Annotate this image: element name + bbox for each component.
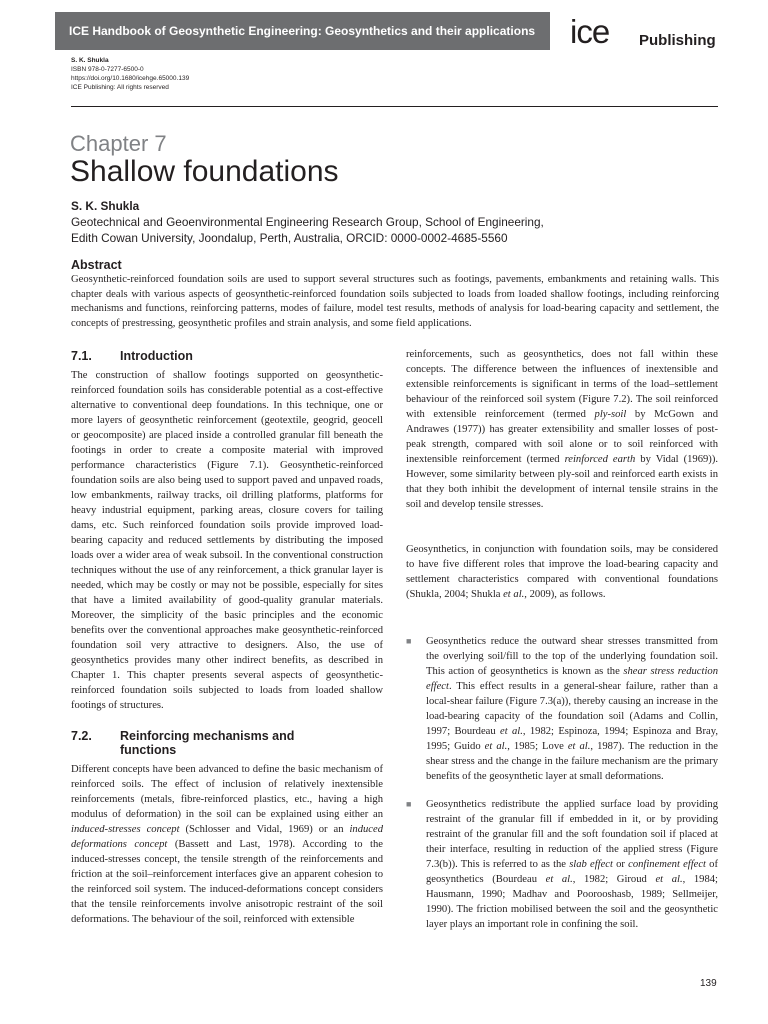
text-run: , 1982; Espinoza, 1994; Espinoza and Bray, 1995; Guido — [426, 726, 718, 752]
bullet-square-icon: ■ — [406, 636, 412, 646]
introduction-paragraph: The construction of shallow footings supported on geosynthetic-reinforced foundation soils has considerable potential as a cost-effective alternative to conventional deep foundations. In this technique, one or more layers of geosynthetic reinforcement (geotextile, geogrid, geocell or geocomposite) are placed inside a controlled granular fill beneath the footings in order to create a composite material with improved performance characteristics (Figure 7.1). Geosynthetic-reinforced foundation soils are also being used to support paved and unpaved roads, low embankments, railway tracks, oil drilling platforms, platforms for heavy industrial equipment, parking areas, closure covers for tailing dams, etc. Such reinforced foundation soils provide improved load-bearing capacity and reduced settlements by distributing the imposed loads over a wider area of weak subsoil. In the conventional construction techniques without the use of any reinforcement, a thick granular layer is needed, which may be costly or may not be possible, especially for sites that have a limited availability of good-quality granular materials. Moreover, the simplicity of the basic principles and the economic benefits over the conventional approaches make geosynthetic-reinforced foundation soil very attractive to designers. Also, the use of geosynthetics provides many other indirect benefits, as described in Chapter 1. This chapter presents several aspects of geosynthetic-reinforced foundation soils subjected to loads from loaded shallow footings of structures. — [71, 370, 383, 711]
header-divider — [71, 106, 718, 107]
logo-mark: ice — [570, 13, 610, 50]
section-number: 7.2. — [71, 729, 92, 743]
handbook-banner: ICE Handbook of Geosynthetic Engineering: Geosynthetics and their applications — [55, 12, 550, 50]
emphasis-term: ply-soil — [594, 409, 627, 420]
emphasis-term: induced-stresses concept — [71, 824, 180, 835]
text-run: of geosynthetics (Bourdeau — [426, 859, 719, 885]
emphasis-term: et al. — [484, 741, 508, 752]
emphasis-term: et al. — [503, 589, 525, 600]
emphasis-term: et al. — [545, 874, 573, 885]
meta-author: S. K. Shukla — [71, 57, 109, 64]
bullet-gap — [406, 784, 718, 797]
text-run: by McGown and Andrawes (1977)) has greater extensibility and smaller losses of post-peak strength, compared with soil alone or to soil reinforced with inextensible reinforcement (termed — [406, 409, 718, 465]
author-name: S. K. Shukla — [71, 199, 140, 213]
text-run: (Schlosser and Vidal, 1969) or an — [179, 824, 350, 835]
bullet-item-slab-effect — [406, 797, 718, 932]
ply-soil-paragraph — [406, 347, 718, 512]
right-column — [406, 347, 718, 932]
affiliation-line-1: Geotechnical and Geoenvironmental Engineering Research Group, School of Engineering, — [71, 215, 544, 229]
affiliation-line-2: Edith Cowan University, Joondalup, Perth, Australia, ORCID: 0000-0002-4685-5560 — [71, 231, 508, 245]
text-run: , 1987). The reduction in the shear stress and the change in the failure mechanism are the primary benefits of the geosynthetic layer at small deformations. — [426, 741, 718, 782]
emphasis-term: induced deformations concept — [71, 824, 383, 850]
bullet-item-shear-stress — [406, 634, 718, 784]
text-run: by Vidal (1969)). However, some similarity between ply-soil and reinforced earth exists in that they both inhibit the development of internal tensile strains in the soil and develop tensile stresses. — [406, 454, 719, 510]
text-run: , 1985; Love — [507, 741, 568, 752]
section-title — [120, 729, 294, 757]
abstract-text: Geosynthetic-reinforced foundation soils are used to support several structures such as footings, pavements, embankments and retaining walls. This chapter deals with various aspects of geosynthetic-reinforced foundation soils subjected to loads from loaded shallow footings, including reinforcing mechanisms and functions, reinforcing patterns, modes of failure, model test results, methods of analysis for load-bearing capacity and settlement, the concepts of prestressing, geosynthetic profiles and strain analysis, and some field applications. — [71, 274, 719, 329]
text-run: , 1984; Hausmann, 1990; Madhav and Poorooshasb, 1989; Sellmeijer, 1990). The friction mobilised between the soil and the geosynthetic layer plays an important role in confining the soil. — [426, 874, 718, 930]
meta-rights: ICE Publishing: All rights reserved — [71, 84, 169, 91]
text-run: , 2009), as follows. — [524, 589, 606, 600]
emphasis-term: shear stress reduction effect — [426, 666, 718, 692]
logo-word: Publishing — [639, 32, 716, 49]
chapter-title: Shallow foundations — [70, 155, 339, 188]
emphasis-term: et al. — [500, 726, 523, 737]
emphasis-term: confinement effect — [628, 859, 707, 870]
page-number: 139 — [700, 978, 717, 989]
section-heading-introduction — [71, 349, 383, 363]
chapter-number: Chapter 7 — [70, 131, 167, 156]
text-run: Different concepts have been advanced to define the basic mechanism of reinforced soils. The effect of inclusion of relatively inextensible reinforcements (metals, fibre-reinforced plastics, etc., having a high modulus of deformation) in the soil can be explained using either an — [71, 764, 383, 820]
bullet-text — [426, 634, 718, 784]
mechanisms-paragraph — [71, 762, 383, 927]
text-run: . This effect results in a general-shear failure, rather than a local-shear failure (Figure 7.3(a)), thereby causing an increase in the load-bearing capacity of the foundation soil (Adams and Collin, 1997; Bourdeau — [426, 681, 718, 737]
section-title-line-2: functions — [120, 743, 177, 757]
emphasis-term: et al. — [567, 741, 591, 752]
meta-isbn: ISBN 978-0-7277-6500-0 — [71, 66, 144, 73]
section-title-line-1: Reinforcing mechanisms and — [120, 729, 295, 743]
text-run: Geosynthetics, in conjunction with foundation soils, may be considered to have five different roles that improve the load-bearing capacity and settlement characteristics compared with conventional foundations (Shukla, 2004; Shukla — [406, 544, 718, 600]
meta-doi[interactable]: https://doi.org/10.1680/icehge.65000.139 — [71, 75, 190, 82]
section-number: 7.1. — [71, 349, 92, 363]
publication-meta — [71, 56, 471, 92]
emphasis-term: slab effect — [569, 859, 613, 870]
bullet-text — [426, 797, 718, 932]
roles-paragraph — [406, 542, 718, 602]
text-run: Geosynthetics reduce the outward shear stresses transmitted from the overlying soil/fill to the top of the underlying foundation soil. This action of geosynthetics is known as the — [426, 636, 718, 677]
chapter-byline — [71, 198, 721, 246]
abstract-heading: Abstract — [71, 258, 122, 272]
text-run: or — [612, 859, 629, 870]
ice-publishing-logo — [570, 14, 730, 50]
text-run: (Bassett and Last, 1978). According to the induced-stresses concept, the tensile strength of the reinforcements and friction at the soil–reinforcement interfaces give an apparent cohesion to the reinforced soil system. The induced-deformations concept considers that the tensile reinforcements involve anisotropic restraint of the soil deformations. The behaviour of the soil, reinforced with extensible — [71, 839, 383, 925]
paragraph-gap — [406, 602, 718, 634]
text-run: , 1982; Giroud — [572, 874, 656, 885]
emphasis-term: et al. — [655, 874, 683, 885]
section-heading-reinforcing-mechanisms — [71, 729, 383, 757]
bullet-square-icon: ■ — [406, 799, 412, 809]
emphasis-term: reinforced earth — [564, 454, 636, 465]
paragraph-gap — [406, 512, 718, 542]
section-title: Introduction — [120, 349, 193, 363]
text-run: reinforcements, such as geosynthetics, does not fall within these concepts. The difference between the influences of inextensible and extensible reinforcements is significant in terms of the load–settlement behaviour of the reinforced soil system (Figure 7.2). The soil reinforced with extensible reinforcement (termed — [406, 349, 718, 420]
text-run: Geosynthetics redistribute the applied surface load by providing restraint of the granular fill if embedded in it, or by providing restraint of the granular fill and the soft foundation soil if placed at their interface, resulting in reduction of the applied stress (Figure 7.3(b)). This is referred to as the — [426, 799, 718, 870]
left-column — [71, 346, 383, 927]
